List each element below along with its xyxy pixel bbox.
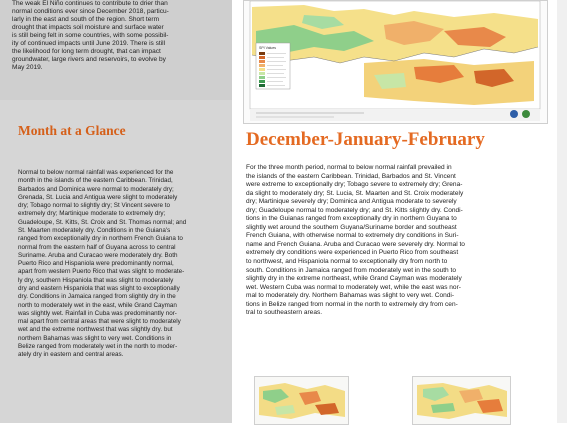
season-line: extremely dry conditions were experienced in Puerto Rico from southeast — [246, 249, 459, 257]
season-line: were extreme to exceptionally dry; Tobago severe to extremely dry; Grena- — [246, 181, 463, 189]
feb-map-thumbnail — [412, 376, 511, 425]
glance-line: ly dry, southern Hispaniola that was slight to moderately — [18, 276, 174, 284]
glance-line: ately dry in eastern and central areas. — [18, 351, 124, 359]
month-at-a-glance-text — [18, 169, 231, 359]
partner-logo-icon — [522, 110, 530, 118]
intro-line: The weak El Niño continues to contribute to drier than — [12, 0, 168, 7]
glance-line: was slightly wet. Rainfall in Cuba was predominantly nor- — [18, 309, 177, 317]
intro-line: the likelihood for long term drought, that can impact — [12, 48, 161, 56]
intro-text — [12, 0, 226, 72]
glance-line: Barbados and Dominica were normal to moderately dry; — [18, 185, 174, 193]
season-line: name and French Guiana. Aruba and Curacao were severely dry. Normal to — [246, 240, 465, 248]
season-line: south. Conditions in Jamaica ranged from moderately wet in the south to — [246, 266, 456, 274]
glance-line: dry; Tobago normal to slightly dry; St Vincent severe to — [18, 202, 171, 210]
season-line: slightly wet around the southern Guyana/Suriname border and southeast — [246, 223, 457, 231]
season-text — [246, 164, 546, 318]
map-legend-title: SPI Values — [259, 46, 277, 50]
season-line: tions in Belize ranged from normal in the north to extremely dry from cen- — [246, 300, 458, 308]
glance-line: Guadeloupe, St. Kitts, St. Croix and St. Thomas normal; and — [18, 218, 187, 226]
season-line: the islands of the eastern Caribbean. Trinidad, Barbados and St. Vincent — [246, 172, 456, 180]
intro-line: is still being felt in some countries, with some possibil- — [12, 32, 169, 40]
season-line: dry; Martinique severely dry; Dominica and Antigua moderate to severely — [246, 198, 457, 206]
intro-line: groundwater, large rivers and reservoirs, to evolve by — [12, 56, 166, 64]
season-line: slightly dry in the extreme northeast, while Grand Cayman was moderately — [246, 275, 462, 283]
season-line: tions in the Guianas ranged from exceptionally dry in northern Guyana to — [246, 215, 457, 223]
page-edge — [557, 0, 567, 423]
glance-line: St. Maarten moderately dry. Conditions in the Guiana's — [18, 226, 171, 234]
month-at-a-glance-heading: Month at a Glance — [18, 123, 126, 138]
glance-line: dry. Conditions in Jamaica ranged from slightly dry in the — [18, 293, 176, 301]
season-line: dry; Guadeloupe normal to moderately dry; and St. Kitts slightly dry. Condi- — [246, 206, 463, 214]
season-line: tral to southeastern areas. — [246, 309, 323, 317]
glance-line: ranged from exceptionally dry in northern French Guiana to — [18, 235, 183, 243]
glance-line: dry and eastern Hispaniola that was slight to exceptionally — [18, 284, 180, 292]
glance-line: Puerto Rico and Hispaniola were predominantly normal, — [18, 260, 174, 268]
season-line: wet. Western Cuba was normal to moderately wet, while the east was nor- — [246, 283, 461, 291]
intro-box — [0, 0, 232, 100]
glance-line: wet and the extreme northwest that was slightly dry. but — [18, 326, 173, 334]
intro-line: drought that impacts soil moisture and surface water — [12, 24, 164, 32]
glance-line: mal apart from central areas that were slight to moderately — [18, 318, 181, 326]
intro-line: ity of continued impacts until June 2019. There is still — [12, 40, 166, 48]
intro-line: larly in the east and south of the region. Short term — [12, 16, 160, 24]
glance-line: extremely dry; Martinique moderate to extremely dry; — [18, 210, 166, 218]
dec-map-thumbnail — [254, 376, 349, 425]
glance-line: northern Bahamas was slight to very wet. Conditions in — [18, 334, 172, 342]
season-line: French Guiana, with otherwise normal to extremely dry conditions in Suri- — [246, 232, 459, 240]
season-line: to northwest, and Hispaniola normal to exceptionally dry from north to — [246, 258, 448, 266]
glance-line: Belize ranged from moderately wet in the north to moder- — [18, 342, 178, 350]
glance-line: north to moderately wet in the east, while Grand Cayman — [18, 301, 177, 309]
season-line: For the three month period, normal to below normal rainfall prevailed in — [246, 164, 452, 171]
cimh-logo-icon — [510, 110, 518, 118]
season-line: mal to moderately dry. Northern Bahamas was slight to very wet. Condi- — [246, 292, 455, 300]
glance-line: month in the islands of the eastern Caribbean. Trinidad, — [18, 177, 173, 185]
spi-map-image — [244, 1, 547, 123]
glance-line: Grenada, St. Lucia and Antigua were slight to moderately — [18, 193, 178, 201]
intro-line: normal conditions ever since December 2018, particu- — [12, 8, 169, 16]
glance-line: normal from the eastern half of Guyana across to central — [18, 243, 176, 251]
glance-line: Normal to below normal rainfall was experienced for the — [18, 169, 174, 176]
intro-line: May 2019. — [12, 64, 43, 72]
spi-map-figure — [243, 0, 548, 124]
glance-line: apart from western Puerto Rico that was slight to moderate- — [18, 268, 185, 276]
glance-line: Suriname. Aruba and Curacao were moderately dry. Both — [18, 251, 178, 259]
season-line: da slight to moderately dry; St. Lucia, St. Maarten and St. Croix moderately — [246, 189, 464, 197]
season-heading: December-January-February — [246, 129, 485, 150]
